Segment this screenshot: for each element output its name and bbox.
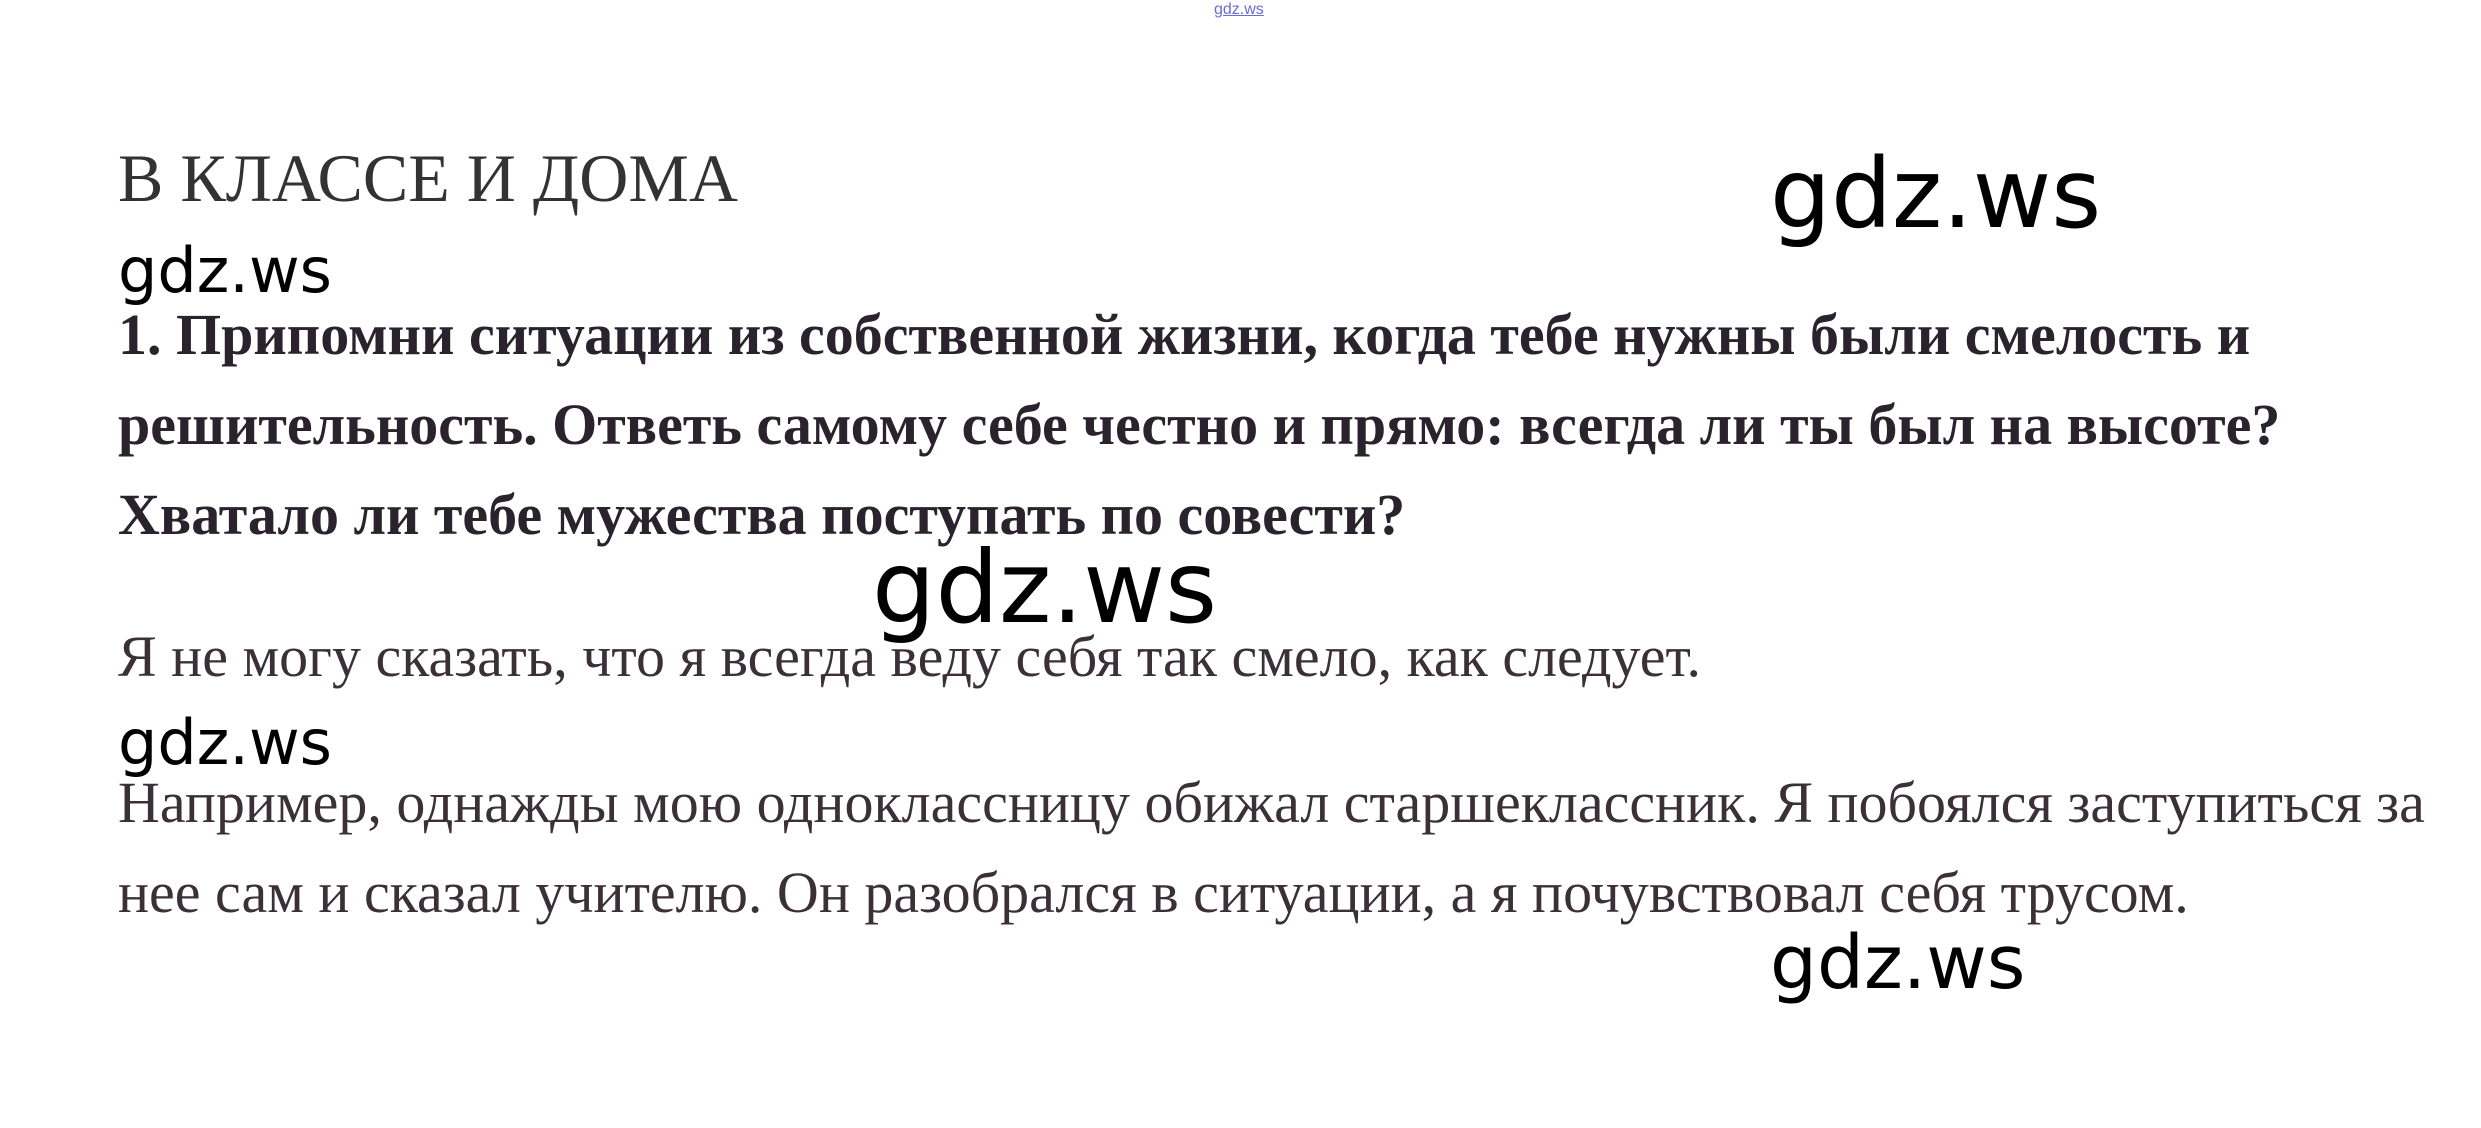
answer-paragraph-1: Я не могу сказать, что я всегда веду себя так смело, как следует. — [118, 624, 1701, 689]
watermark: gdz.ws — [118, 706, 332, 779]
answer-paragraph-2: Например, однажды мою одноклассницу обижал старшеклассник. Я побоялся заступиться за нее сам и сказал учителю. Он разобрался в ситуации, а я почувствовал себя трусом. — [118, 770, 2425, 925]
watermark: gdz.ws — [1770, 920, 2026, 1006]
section-title: В КЛАССЕ И ДОМА — [118, 140, 738, 216]
watermark: gdz.ws — [1770, 138, 2102, 250]
question-text: 1. Припомни ситуации из собственной жизни, когда тебе нужны были смелость и решительность. Ответь самому себе честно и прямо: всегда ли ты был на высоте? Хватало ли тебе мужества поступать по совести? — [118, 302, 2281, 547]
top-site-link[interactable]: gdz.ws — [1214, 1, 1264, 18]
watermark: gdz.ws — [118, 234, 332, 307]
watermark: gdz.ws — [872, 529, 1218, 646]
